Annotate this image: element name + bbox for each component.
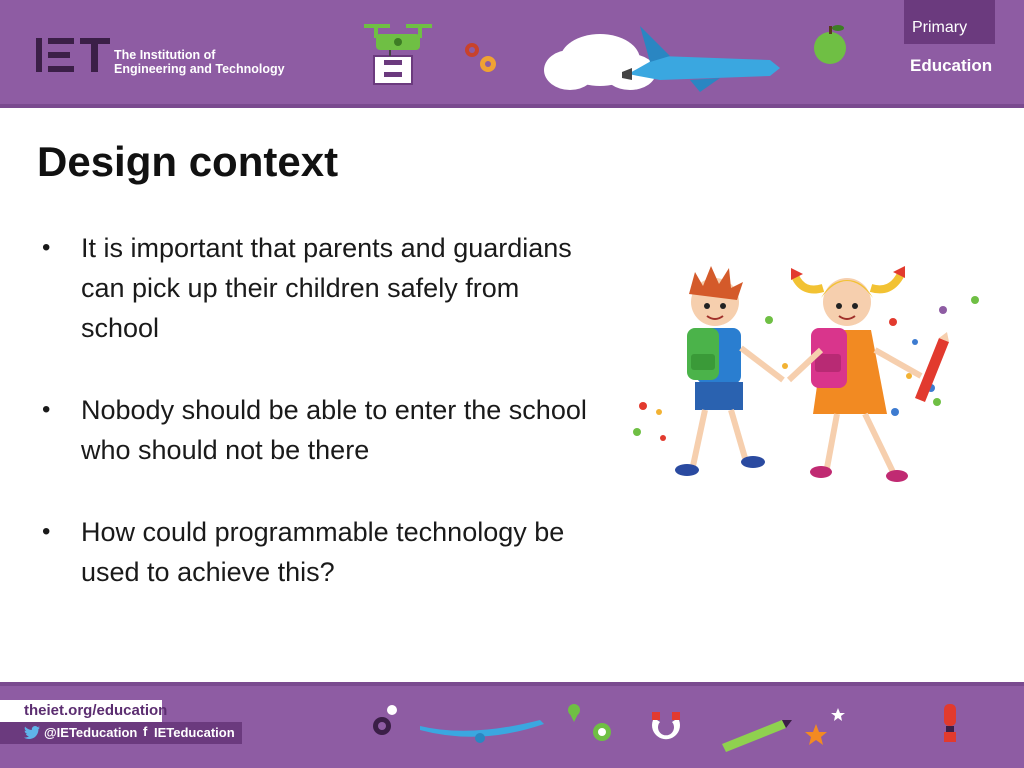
bullet-dot: • (42, 518, 51, 545)
bullet-list (40, 228, 600, 634)
bullet-text: Nobody should be able to enter the school who should not be there (81, 395, 587, 465)
stars-icon (805, 708, 845, 745)
education-label: Education (910, 56, 993, 75)
bullet-dot: • (42, 396, 51, 423)
magnet-icon (652, 712, 680, 739)
children-illustration (625, 258, 985, 498)
pencil-icon (722, 720, 792, 752)
footer-shade (0, 682, 1024, 686)
apple-icon (814, 25, 846, 64)
cloud-icon (544, 34, 656, 90)
bullet-item (40, 512, 600, 592)
org-name-line1: The Institution of (114, 48, 216, 62)
header-shade (0, 104, 1024, 108)
bullet-text: It is important that parents and guardians can pick up their children safely from school (81, 233, 572, 343)
iet-logo-icon (36, 36, 110, 74)
bullet-item (40, 228, 600, 348)
gears-icon (465, 43, 496, 72)
org-name (114, 48, 285, 76)
gear-icon (373, 705, 397, 735)
slide-title: Design context (37, 138, 339, 185)
website-link[interactable]: theiet.org/education (24, 702, 168, 719)
twitter-icon (24, 726, 40, 739)
lamp-icon (944, 704, 956, 742)
header-decorations (360, 16, 860, 96)
facebook-icon: f (143, 724, 148, 739)
org-name-line2: Engineering and Technology (114, 62, 285, 76)
glider-icon (420, 720, 544, 743)
lightbulb-icon (593, 723, 611, 741)
bullet-text: How could programmable technology be used to achieve this? (81, 517, 565, 587)
bullet-item (40, 390, 600, 470)
bullet-dot: • (42, 234, 51, 261)
twitter-handle[interactable]: @IETeducation (44, 725, 138, 740)
map-pin-icon (568, 704, 580, 722)
facebook-handle[interactable]: IETeducation (154, 725, 235, 740)
girl-figure (789, 266, 949, 482)
drone-icon (364, 24, 432, 84)
footer-decorations (360, 698, 980, 760)
boy-figure (675, 266, 783, 476)
primary-label: Primary (912, 19, 968, 36)
